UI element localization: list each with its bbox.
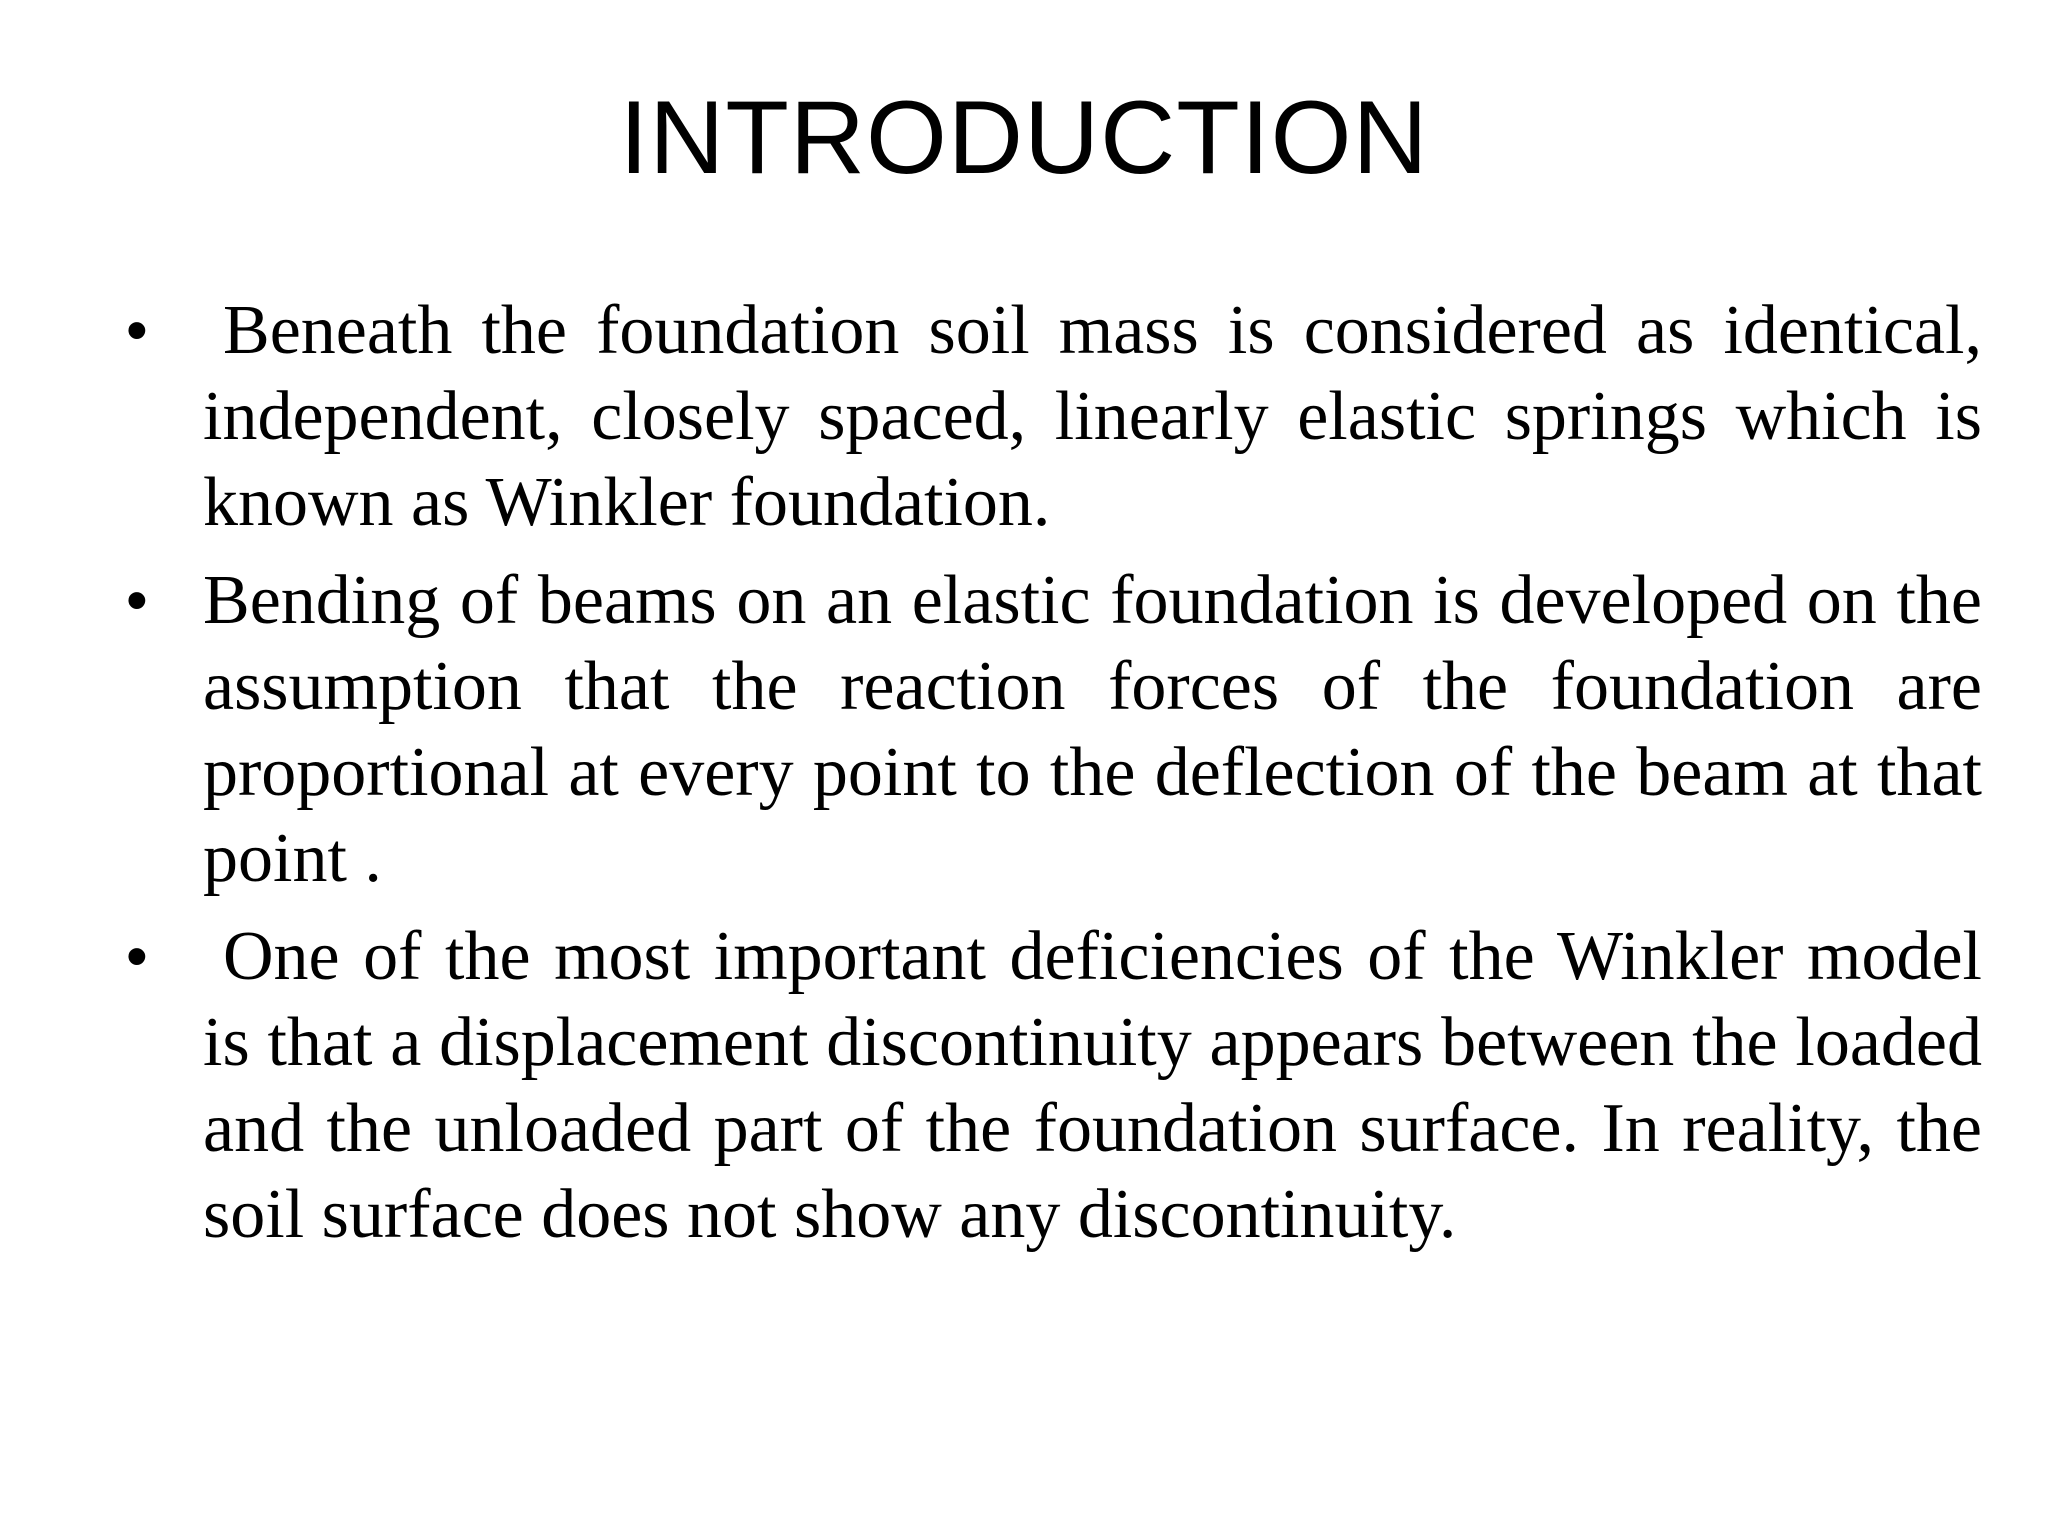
bullet-text: Bending of beams on an elastic foundation is developed on the assumption that the reaction forces of the foundation are proportional at every point to the deflection of the beam at that point . bbox=[203, 562, 1982, 897]
bullet-item bbox=[126, 914, 1982, 1258]
slide-title: INTRODUCTION bbox=[619, 80, 1429, 196]
bullet-marker: • bbox=[126, 296, 148, 365]
bullet-item bbox=[126, 558, 1982, 902]
bullet-marker: • bbox=[126, 922, 148, 991]
bullet-text: One of the most important deficiencies of the Winkler model is that a displacement discontinuity appears between the loaded and the unloaded part of the foundation surface. In reality, the soil surface does not show any discontinuity. bbox=[203, 918, 1982, 1253]
bullet-item bbox=[126, 288, 1982, 546]
bullet-marker: • bbox=[126, 566, 148, 635]
bullet-text: Beneath the foundation soil mass is considered as identical, independent, closely spaced, linearly elastic springs which is known as Winkler foundation. bbox=[203, 292, 1982, 541]
bullet-list bbox=[0, 288, 2048, 1258]
